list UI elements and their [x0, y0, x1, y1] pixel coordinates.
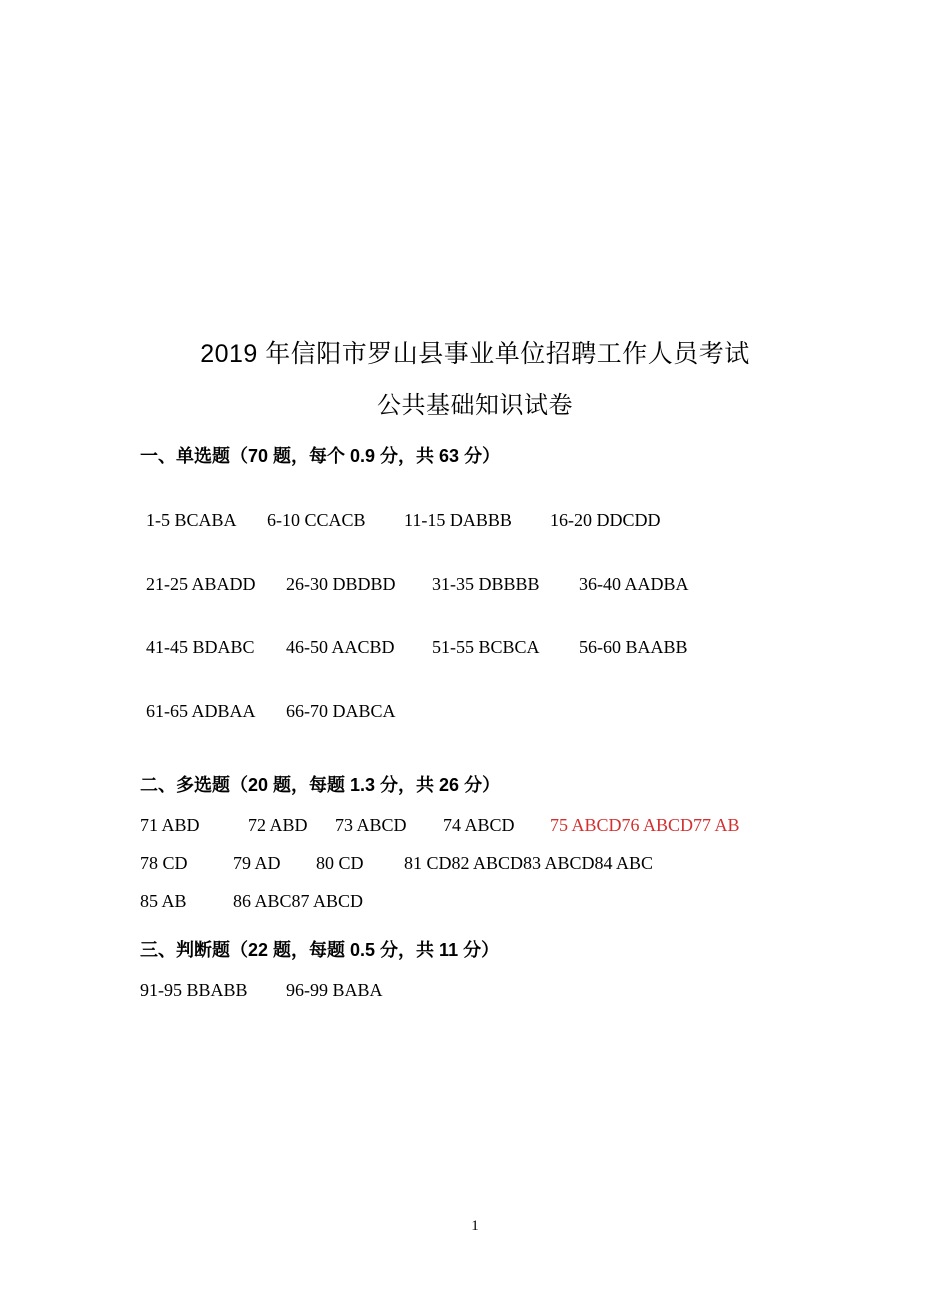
- answer-group: 85 AB: [140, 891, 187, 911]
- answer-group: 78 CD: [140, 853, 188, 873]
- answer-group: 51-55 BCBCA: [432, 637, 540, 657]
- answer-group: 26-30 DBDBD: [286, 574, 396, 594]
- answer-group: 41-45 BDABC: [146, 637, 255, 657]
- answer-group: 74 ABCD: [443, 815, 515, 835]
- answer-group: 81 CD82 ABCD83 ABCD84 ABC: [404, 853, 654, 873]
- document-subtitle: 公共基础知识试卷: [377, 392, 573, 419]
- answer-group: 31-35 DBBBB: [432, 574, 540, 594]
- answer-group: 96-99 BABA: [286, 980, 383, 1000]
- answer-group: 66-70 DABCA: [286, 701, 396, 721]
- answer-group: 91-95 BBABB: [140, 980, 248, 1000]
- answer-group: 6-10 CCACB: [267, 510, 366, 530]
- answer-group: 72 ABD: [248, 815, 308, 835]
- answer-group: 73 ABCD: [335, 815, 407, 835]
- answer-group: 1-5 BCABA: [146, 510, 237, 530]
- section-heading-multi: 二、多选题（20 题，每题 1.3 分，共 26 分）: [140, 775, 501, 795]
- answer-group: 61-65 ADBAA: [146, 701, 256, 721]
- answer-group: 36-40 AADBA: [579, 574, 689, 594]
- answer-group: 80 CD: [316, 853, 364, 873]
- section-heading-judge: 三、判断题（22 题，每题 0.5 分，共 11 分）: [140, 940, 500, 960]
- answer-group: 86 ABC87 ABCD: [233, 891, 364, 911]
- answer-group: 46-50 AACBD: [286, 637, 395, 657]
- answer-group: 56-60 BAABB: [579, 637, 688, 657]
- section-heading-single: 一、单选题（70 题，每个 0.9 分，共 63 分）: [140, 446, 501, 466]
- answer-group: 11-15 DABBB: [404, 510, 512, 530]
- answer-group: 16-20 DDCDD: [550, 510, 661, 530]
- answer-group: 71 ABD: [140, 815, 200, 835]
- answer-group: 21-25 ABADD: [146, 574, 256, 594]
- answer-group-highlighted: 75 ABCD76 ABCD77 AB: [550, 815, 740, 835]
- answer-group: 79 AD: [233, 853, 281, 873]
- page-number: 1: [471, 1218, 479, 1234]
- document-title: 2019 年信阳市罗山县事业单位招聘工作人员考试: [200, 340, 750, 368]
